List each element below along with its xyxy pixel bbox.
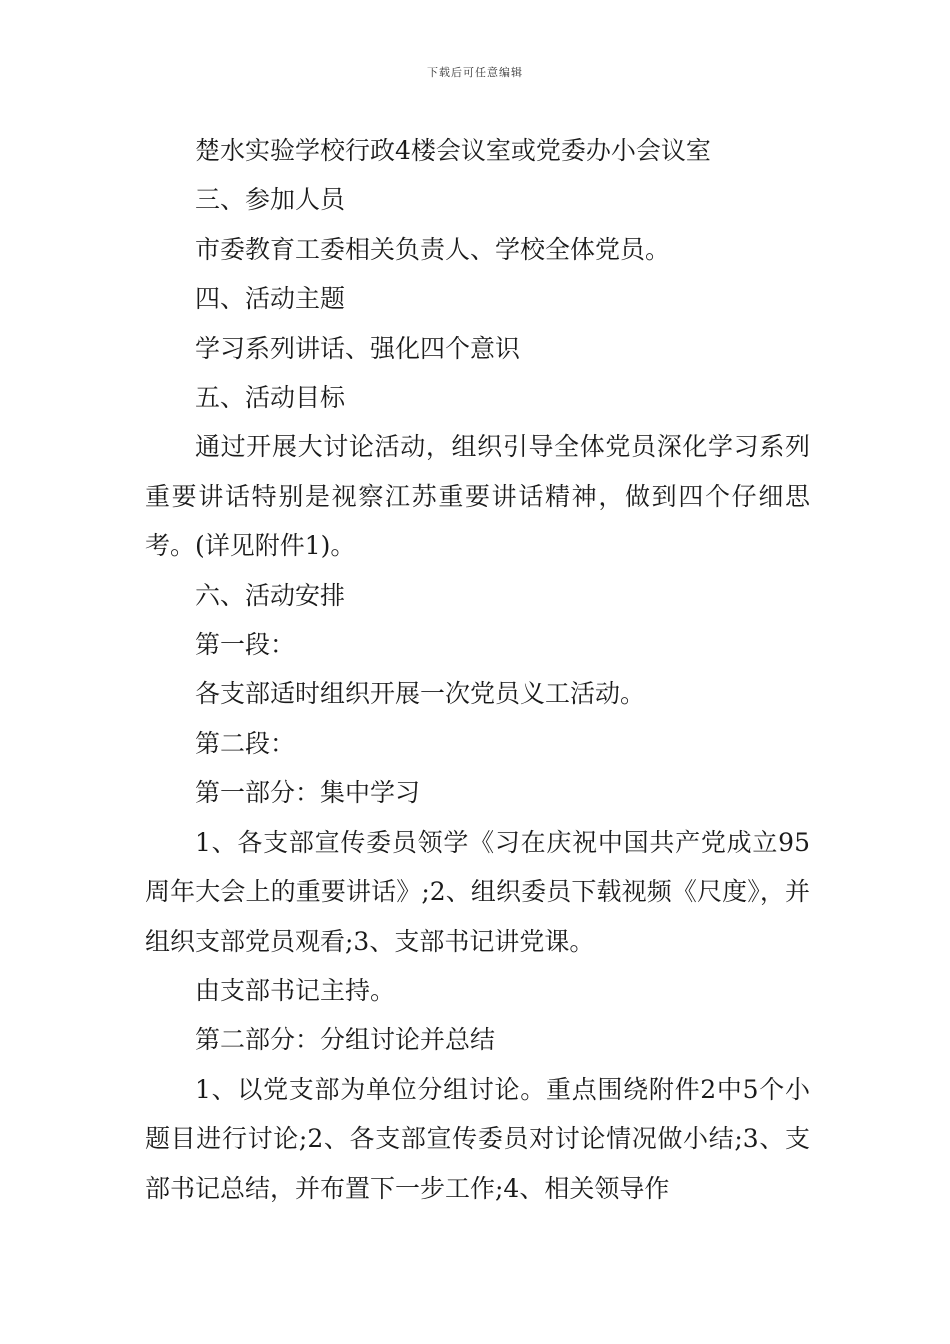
- paragraph-participants: 市委教育工委相关负责人、学校全体党员。: [195, 234, 671, 264]
- paragraph-part-one: 1、各支部宣传委员领学《习在庆祝中国共产党成立95周年大会上的重要讲话》;2、组织委员下载视频《尺度》，并组织支部党员观看;3、支部书记讲党课。: [145, 827, 810, 956]
- paragraph-host: 由支部书记主持。: [195, 975, 396, 1005]
- paragraph-stage-one: 各支部适时组织开展一次党员义工活动。: [195, 679, 646, 709]
- heading-theme: 四、活动主题: [195, 284, 346, 314]
- heading-part-two: 第二部分：分组讨论并总结: [195, 1025, 496, 1055]
- paragraph-goal: 通过开展大讨论活动，组织引导全体党员深化学习系列重要讲话特别是视察江苏重要讲话精神，做到四个仔细思考。(详见附件1)。: [145, 432, 810, 561]
- heading-part-one: 第一部分：集中学习: [195, 778, 421, 808]
- paragraph-theme: 学习系列讲话、强化四个意识: [195, 333, 521, 363]
- document-body: [145, 126, 810, 1213]
- paragraph-venue: 楚水实验学校行政4楼会议室或党委办小会议室: [195, 136, 711, 165]
- paragraph-part-two: 1、以党支部为单位分组讨论。重点围绕附件2中5个小题目进行讨论;2、各支部宣传委员对讨论情况做小结;3、支部书记总结，并布置下一步工作;4、相关领导作: [145, 1074, 810, 1203]
- heading-stage-one: 第一段：: [195, 630, 296, 660]
- heading-goal: 五、活动目标: [195, 383, 346, 413]
- heading-participants: 三、参加人员: [195, 185, 346, 215]
- heading-arrangement: 六、活动安排: [195, 580, 346, 610]
- page-header-note: 下载后可任意编辑: [427, 66, 523, 79]
- heading-stage-two: 第二段：: [195, 728, 296, 758]
